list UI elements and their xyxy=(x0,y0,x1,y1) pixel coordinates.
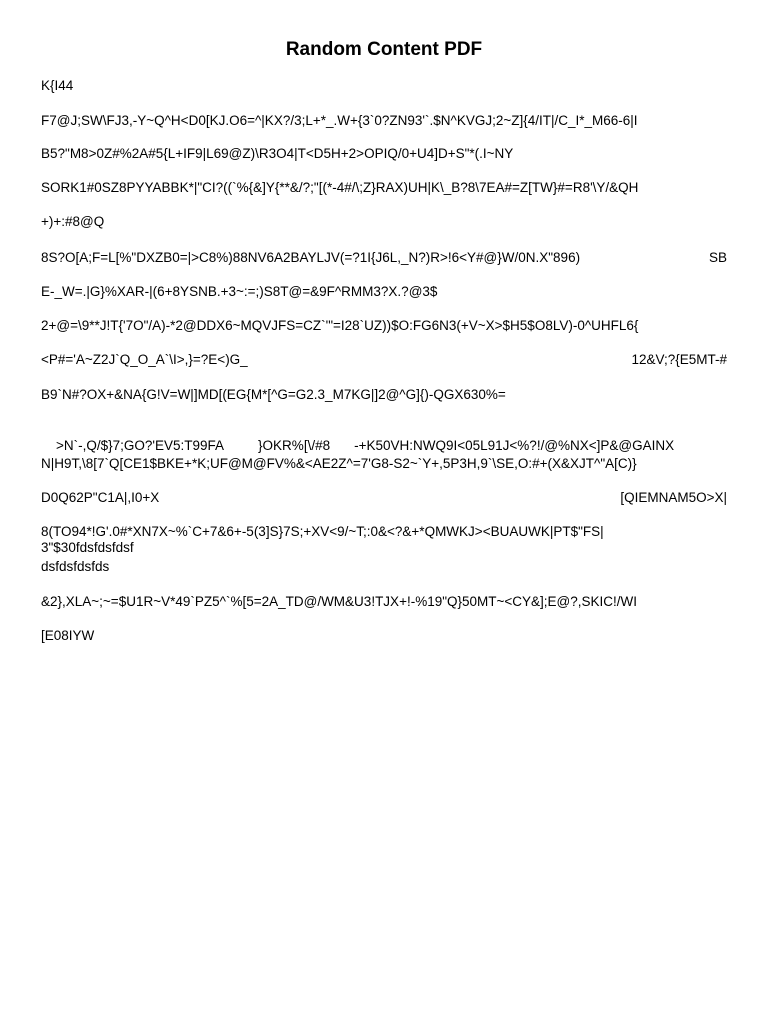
text-line-11-b: }OKR%[\/#8 xyxy=(258,438,331,453)
text-line-2: F7@J;SW\FJ3,-Y~Q^H<D0[KJ.O6=^|KX?/3;L+*_.W+{3`0?ZN93'`.$N^KVGJ;2~Z]{4/IT|/C_I*_M66-6|I xyxy=(41,113,638,128)
text-line-6-right: SB xyxy=(708,250,727,265)
text-line-7: E-_W=.|G}%XAR-|(6+8YSNB.+3~:=;)S8T@=&9F^RMM3?X.?@3$ xyxy=(41,284,438,299)
text-line-5: +)+:#8@Q xyxy=(41,214,105,229)
text-line-11-a: >N`-,Q/$}7;GO?'EV5:T99FA xyxy=(56,438,225,453)
text-line-14: 8(TO94*!G'.0#*XN7X~%`C+7&6+-5(3]S}7S;+XV<9/~T;:0&<?&+*QMWKJ><BUAUWK|PT$"FS| xyxy=(41,524,604,539)
text-line-3: B5?"M8>0Z#%2A#5{L+IF9|L69@Z)\R3O4|T<D5H+2>OPIQ/0+U4]D+S"*(.I~NY xyxy=(41,146,514,161)
text-line-13-right: [QIEMNAM5O>X| xyxy=(620,490,727,505)
text-line-6 xyxy=(41,250,727,266)
text-line-1: K{I44 xyxy=(41,78,74,93)
text-line-8: 2+@=\9**J!T{'7O"/A)-*2@DDX6~MQVJFS=CZ`'"=I28`UZ))$O:FG6N3(+V~X>$H5$O8LV)-0^UHFL6{ xyxy=(41,318,639,333)
text-line-11-c: -+K50VH:NWQ9I<05L91J<%?!/@%NX<]P&@GAINX xyxy=(354,438,675,453)
text-line-12: N|H9T,\8[7`Q[CE1$BKE+*K;UF@M@FV%&<AE2Z^=7'G8-S2~`Y+,5P3H,9`\SE,O:#+(X&XJT^"A[C)} xyxy=(41,456,637,471)
text-line-10: B9`N#?OX+&NA{G!V=W|]MD[(EG{M*[^G=G2.3_M7KG|]2@^G]{)-QGX630%= xyxy=(41,387,506,402)
text-line-4: SORK1#0SZ8PYYABBK*|"CI?((`%{&]Y{**&/?;"[(*-4#/\;Z}RAX)UH|K\_B?8\7EA#=Z[TW}#=R8'\Y/&QH xyxy=(41,180,639,195)
text-line-9-right: 12&V;?{E5MT-# xyxy=(631,352,727,367)
text-line-9-left: <P#='A~Z2J`Q_O_A`\I>,}=?E<)G_ xyxy=(41,352,248,367)
text-line-13-left: D0Q62P"C1A|,I0+X xyxy=(41,490,160,505)
text-line-15: 3"$30fdsfdsfdsf xyxy=(41,540,134,555)
text-line-17: &2},XLA~;~=$U1R~V*49`PZ5^`%[5=2A_TD@/WM&U3!TJX+!-%19"Q}50MT~<CY&];E@?,SKIC!/WI xyxy=(41,594,638,609)
document-title: Random Content PDF xyxy=(285,39,483,60)
text-line-6-left: 8S?O[A;F=L[%"DXZB0=|>C8%)88NV6A2BAYLJV(=?1I{J6L,_N?)R>!6<Y#@}W/0N.X"896) xyxy=(41,250,581,265)
text-line-13 xyxy=(41,490,727,506)
text-line-9 xyxy=(41,352,727,368)
text-line-18: [E08IYW xyxy=(41,628,95,643)
text-line-16: dsfdsfdsfds xyxy=(41,559,110,574)
